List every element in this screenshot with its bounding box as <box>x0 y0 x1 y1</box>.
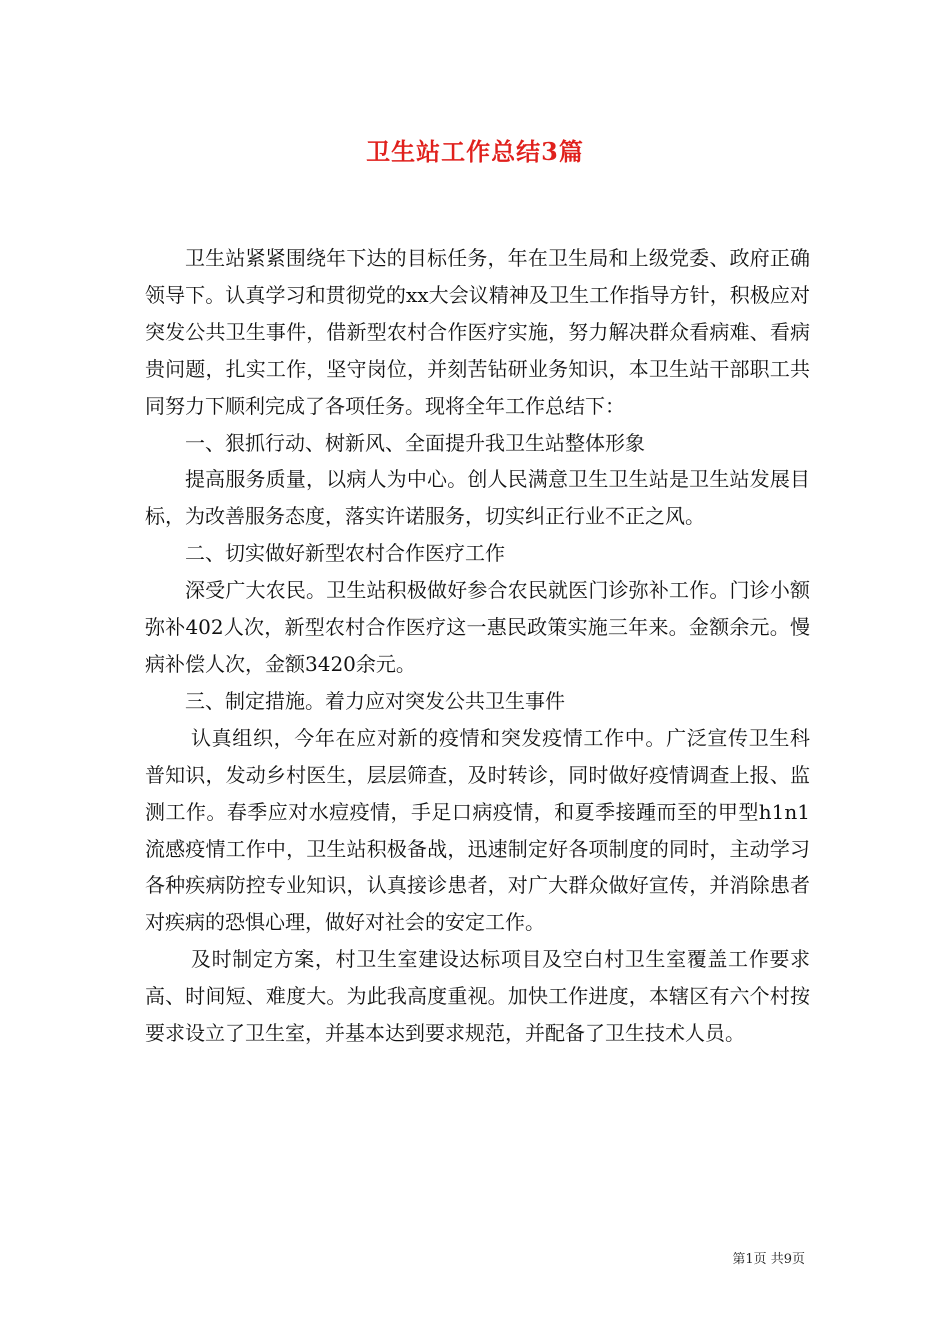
section-heading-3: 三、制定措施。着力应对突发公共卫生事件 <box>185 688 565 713</box>
section-paragraph-2: 深受广大农民。卫生站积极做好参合农民就医门诊弥补工作。门诊小额弥补402人次，新型农村合作医疗这一惠民政策实施三年来。金额余元。慢病补偿人次，金额3420余元。 <box>145 578 810 676</box>
section-heading-2: 二、切实做好新型农村合作医疗工作 <box>185 541 505 566</box>
section-paragraph-4: 及时制定方案，村卫生室建设达标项目及空白村卫生室覆盖工作要求高、时间短、难度大。为此我高度重视。加快工作进度，本辖区有六个村按要求设立了卫生室，并基本达到要求规范，并配备了卫生技术人员。 <box>145 947 810 1046</box>
section-paragraph-3: 认真组织，今年在应对新的疫情和突发疫情工作中。广泛宣传卫生科普知识，发动乡村医生，层层筛查，及时转诊，同时做好疫情调查上报、监测工作。春季应对水痘疫情，手足口病疫情，和夏季接踵而至的甲型h1n1流感疫情工作中，卫生站积极备战，迅速制定好各项制度的同时，主动学习各种疾病防控专业知识，认真接诊患者，对广大群众做好宣传，并消除患者对疾病的恐惧心理，做好对社会的安定工作。 <box>145 725 810 935</box>
section-paragraph-1: 提高服务质量，以病人为中心。创人民满意卫生卫生站是卫生站发展目标，为改善服务态度，落实许诺服务，切实纠正行业不正之风。 <box>145 467 810 529</box>
document-body <box>145 240 810 1052</box>
page-number: 第1页 共9页 <box>732 1252 805 1267</box>
intro-paragraph: 卫生站紧紧围绕年下达的目标任务，年在卫生局和上级党委、政府正确领导下。认真学习和贯彻党的xx大会议精神及卫生工作指导方针，积极应对突发公共卫生事件，借新型农村合作医疗实施，努力解决群众看病难、看病贵问题，扎实工作，坚守岗位，并刻苦钻研业务知识，本卫生站干部职工共同努力下顺利完成了各项任务。现将全年工作总结下： <box>145 246 810 418</box>
document-title: 卫生站工作总结3篇 <box>366 137 584 166</box>
section-heading-1: 一、狠抓行动、树新风、全面提升我卫生站整体形象 <box>185 430 645 455</box>
